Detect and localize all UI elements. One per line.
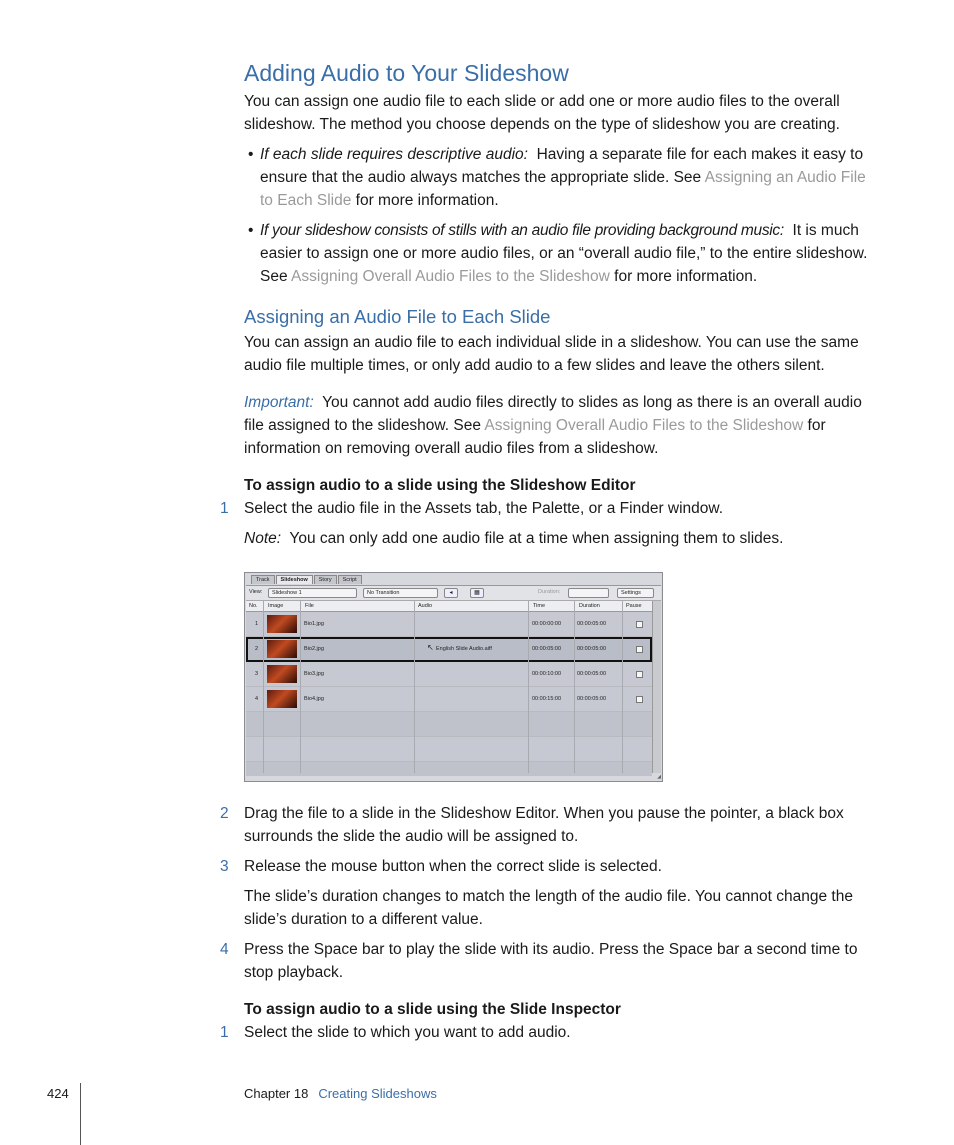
slide-thumbnail	[267, 665, 297, 683]
footer-divider	[80, 1083, 81, 1145]
step-number: 2	[220, 805, 229, 822]
tab-story[interactable]: Story	[314, 575, 337, 584]
column-divider	[300, 601, 301, 773]
slide-number: 2	[255, 646, 259, 652]
tab-script[interactable]: Script	[338, 575, 362, 584]
step-text: Select the slide to which you want to add audio.	[244, 1024, 571, 1041]
slide-file: Bio2.jpg	[304, 646, 324, 652]
bullet-lead: If each slide requires descriptive audio:	[260, 146, 528, 163]
chapter-footer	[244, 1086, 437, 1101]
cross-reference-link[interactable]: Assigning an Audio File to Each Slide	[260, 169, 866, 209]
duration-label: Duration:	[538, 589, 561, 595]
column-header[interactable]: Pause	[626, 603, 642, 609]
step-text: Press the Space bar to play the slide with its audio. Press the Space bar a second time to stop playback.	[244, 941, 858, 981]
editor-toolbar	[246, 585, 661, 601]
step-number: 4	[220, 941, 229, 958]
grid-button[interactable]: ▦	[470, 588, 484, 598]
slideshow-editor-screenshot	[244, 572, 663, 782]
table-row[interactable]	[246, 637, 652, 662]
bullet-item-1	[244, 143, 876, 213]
column-header[interactable]: Image	[268, 603, 284, 609]
slide-duration: 00:00:05:00	[577, 671, 607, 677]
pause-checkbox[interactable]	[636, 671, 643, 678]
bullet-text: It is much easier to assign one or more audio files, or an “overall audio file,” to the entire slideshow. See	[260, 222, 868, 285]
vertical-scrollbar[interactable]	[652, 601, 661, 773]
cross-reference-link[interactable]: Assigning Overall Audio Files to the Slideshow	[484, 417, 804, 434]
slide-time: 00:00:15:00	[532, 696, 562, 702]
column-header[interactable]: Time	[533, 603, 546, 609]
important-label: Important:	[244, 394, 314, 411]
bullet-text-end: for more information.	[614, 268, 758, 285]
empty-row	[246, 737, 652, 762]
column-header-row	[246, 601, 652, 612]
page-number: 424	[47, 1086, 69, 1101]
chapter-label: Chapter 18	[244, 1086, 309, 1101]
procedure-heading: To assign audio to a slide using the Slide Inspector	[244, 1001, 621, 1018]
column-divider	[414, 601, 415, 773]
duration-field[interactable]	[568, 588, 609, 598]
step-text: Select the audio file in the Assets tab, the Palette, or a Finder window.	[244, 500, 724, 517]
page-title: Adding Audio to Your Slideshow	[244, 60, 569, 86]
bullet-lead: If your slideshow consists of stills with an audio file providing background music:	[260, 222, 784, 239]
important-text-end: for information on removing overall audio files from a slideshow.	[244, 417, 826, 457]
step-number: 1	[220, 1024, 229, 1041]
column-header[interactable]: Audio	[418, 603, 433, 609]
slide-thumbnail	[267, 615, 297, 633]
view-select[interactable]: Slideshow 1	[268, 588, 357, 598]
table-row[interactable]	[246, 662, 652, 687]
bullet-dot: •	[248, 222, 254, 239]
slide-number: 3	[255, 671, 259, 677]
empty-row	[246, 712, 652, 737]
bullet-item-2	[244, 219, 876, 289]
column-header[interactable]: No.	[249, 603, 258, 609]
column-divider	[528, 601, 529, 773]
column-divider	[263, 601, 264, 773]
step-text: Drag the file to a slide in the Slideshow Editor. When you pause the pointer, a black box surrounds the slide the audio will be assigned to.	[244, 805, 844, 845]
slide-rows	[246, 612, 652, 773]
pause-checkbox[interactable]	[636, 696, 643, 703]
slide-thumbnail	[267, 690, 297, 708]
slide-file: Bio3.jpg	[304, 671, 324, 677]
column-header[interactable]: File	[305, 603, 314, 609]
slide-time: 00:00:00:00	[532, 621, 562, 627]
table-row[interactable]	[246, 612, 652, 637]
step-followup-text: The slide’s duration changes to match the length of the audio file. You cannot change the slide’s duration to a different value.	[244, 888, 853, 928]
transition-select[interactable]: No Transition	[363, 588, 438, 598]
tab-track[interactable]: Track	[251, 575, 275, 584]
slide-duration: 00:00:05:00	[577, 696, 607, 702]
bullet-text-end: for more information.	[355, 192, 499, 209]
slide-file: Bio1.jpg	[304, 621, 324, 627]
section-heading: Assigning an Audio File to Each Slide	[244, 306, 551, 327]
slide-audio: English Slide Audio.aiff	[436, 646, 492, 652]
section-paragraph: You can assign an audio file to each individual slide in a slideshow. You can use the same audio file multiple times, or only add audio to a few slides and leave the others silent.	[244, 334, 859, 374]
slide-duration: 00:00:05:00	[577, 646, 607, 652]
cross-reference-link[interactable]: Assigning Overall Audio Files to the Slideshow	[291, 268, 610, 285]
slide-thumbnail	[267, 640, 297, 658]
tab-slideshow[interactable]: Slideshow	[276, 575, 313, 584]
settings-button[interactable]: Settings	[617, 588, 654, 598]
slide-number: 1	[255, 621, 259, 627]
step-number: 3	[220, 858, 229, 875]
column-divider	[622, 601, 623, 773]
step-text: Release the mouse button when the correct slide is selected.	[244, 858, 662, 875]
editor-tabs	[251, 575, 362, 584]
bullet-text: Having a separate file for each makes it easy to ensure that the audio always matches the appropriate slide. See	[260, 146, 864, 186]
intro-paragraph: You can assign one audio file to each slide or add one or more audio files to the overall slideshow. The method you choose depends on the type of slideshow you are creating.	[244, 93, 840, 133]
slide-time: 00:00:10:00	[532, 671, 562, 677]
chapter-title-link[interactable]: Creating Slideshows	[318, 1086, 437, 1101]
note-label: Note:	[244, 530, 282, 547]
cursor-icon: ↖	[427, 643, 434, 652]
slide-time: 00:00:05:00	[532, 646, 562, 652]
slide-file: Bio4.jpg	[304, 696, 324, 702]
pause-checkbox[interactable]	[636, 646, 643, 653]
bullet-dot: •	[248, 146, 254, 163]
step-number: 1	[220, 500, 229, 517]
important-paragraph	[244, 391, 876, 460]
column-header[interactable]: Duration	[579, 603, 600, 609]
audio-button[interactable]: ◂	[444, 588, 458, 598]
empty-row	[246, 762, 652, 776]
view-label: View:	[249, 589, 263, 595]
note-paragraph	[244, 527, 876, 550]
column-divider	[574, 601, 575, 773]
pause-checkbox[interactable]	[636, 621, 643, 628]
procedure-heading: To assign audio to a slide using the Slideshow Editor	[244, 477, 636, 494]
slide-number: 4	[255, 696, 259, 702]
note-text: You can only add one audio file at a time when assigning them to slides.	[289, 530, 784, 547]
important-text: You cannot add audio files directly to slides as long as there is an overall audio file assigned to the slideshow. See	[244, 394, 862, 434]
slide-duration: 00:00:05:00	[577, 621, 607, 627]
resize-grip-icon[interactable]: ◢	[657, 774, 661, 780]
table-row[interactable]	[246, 687, 652, 712]
